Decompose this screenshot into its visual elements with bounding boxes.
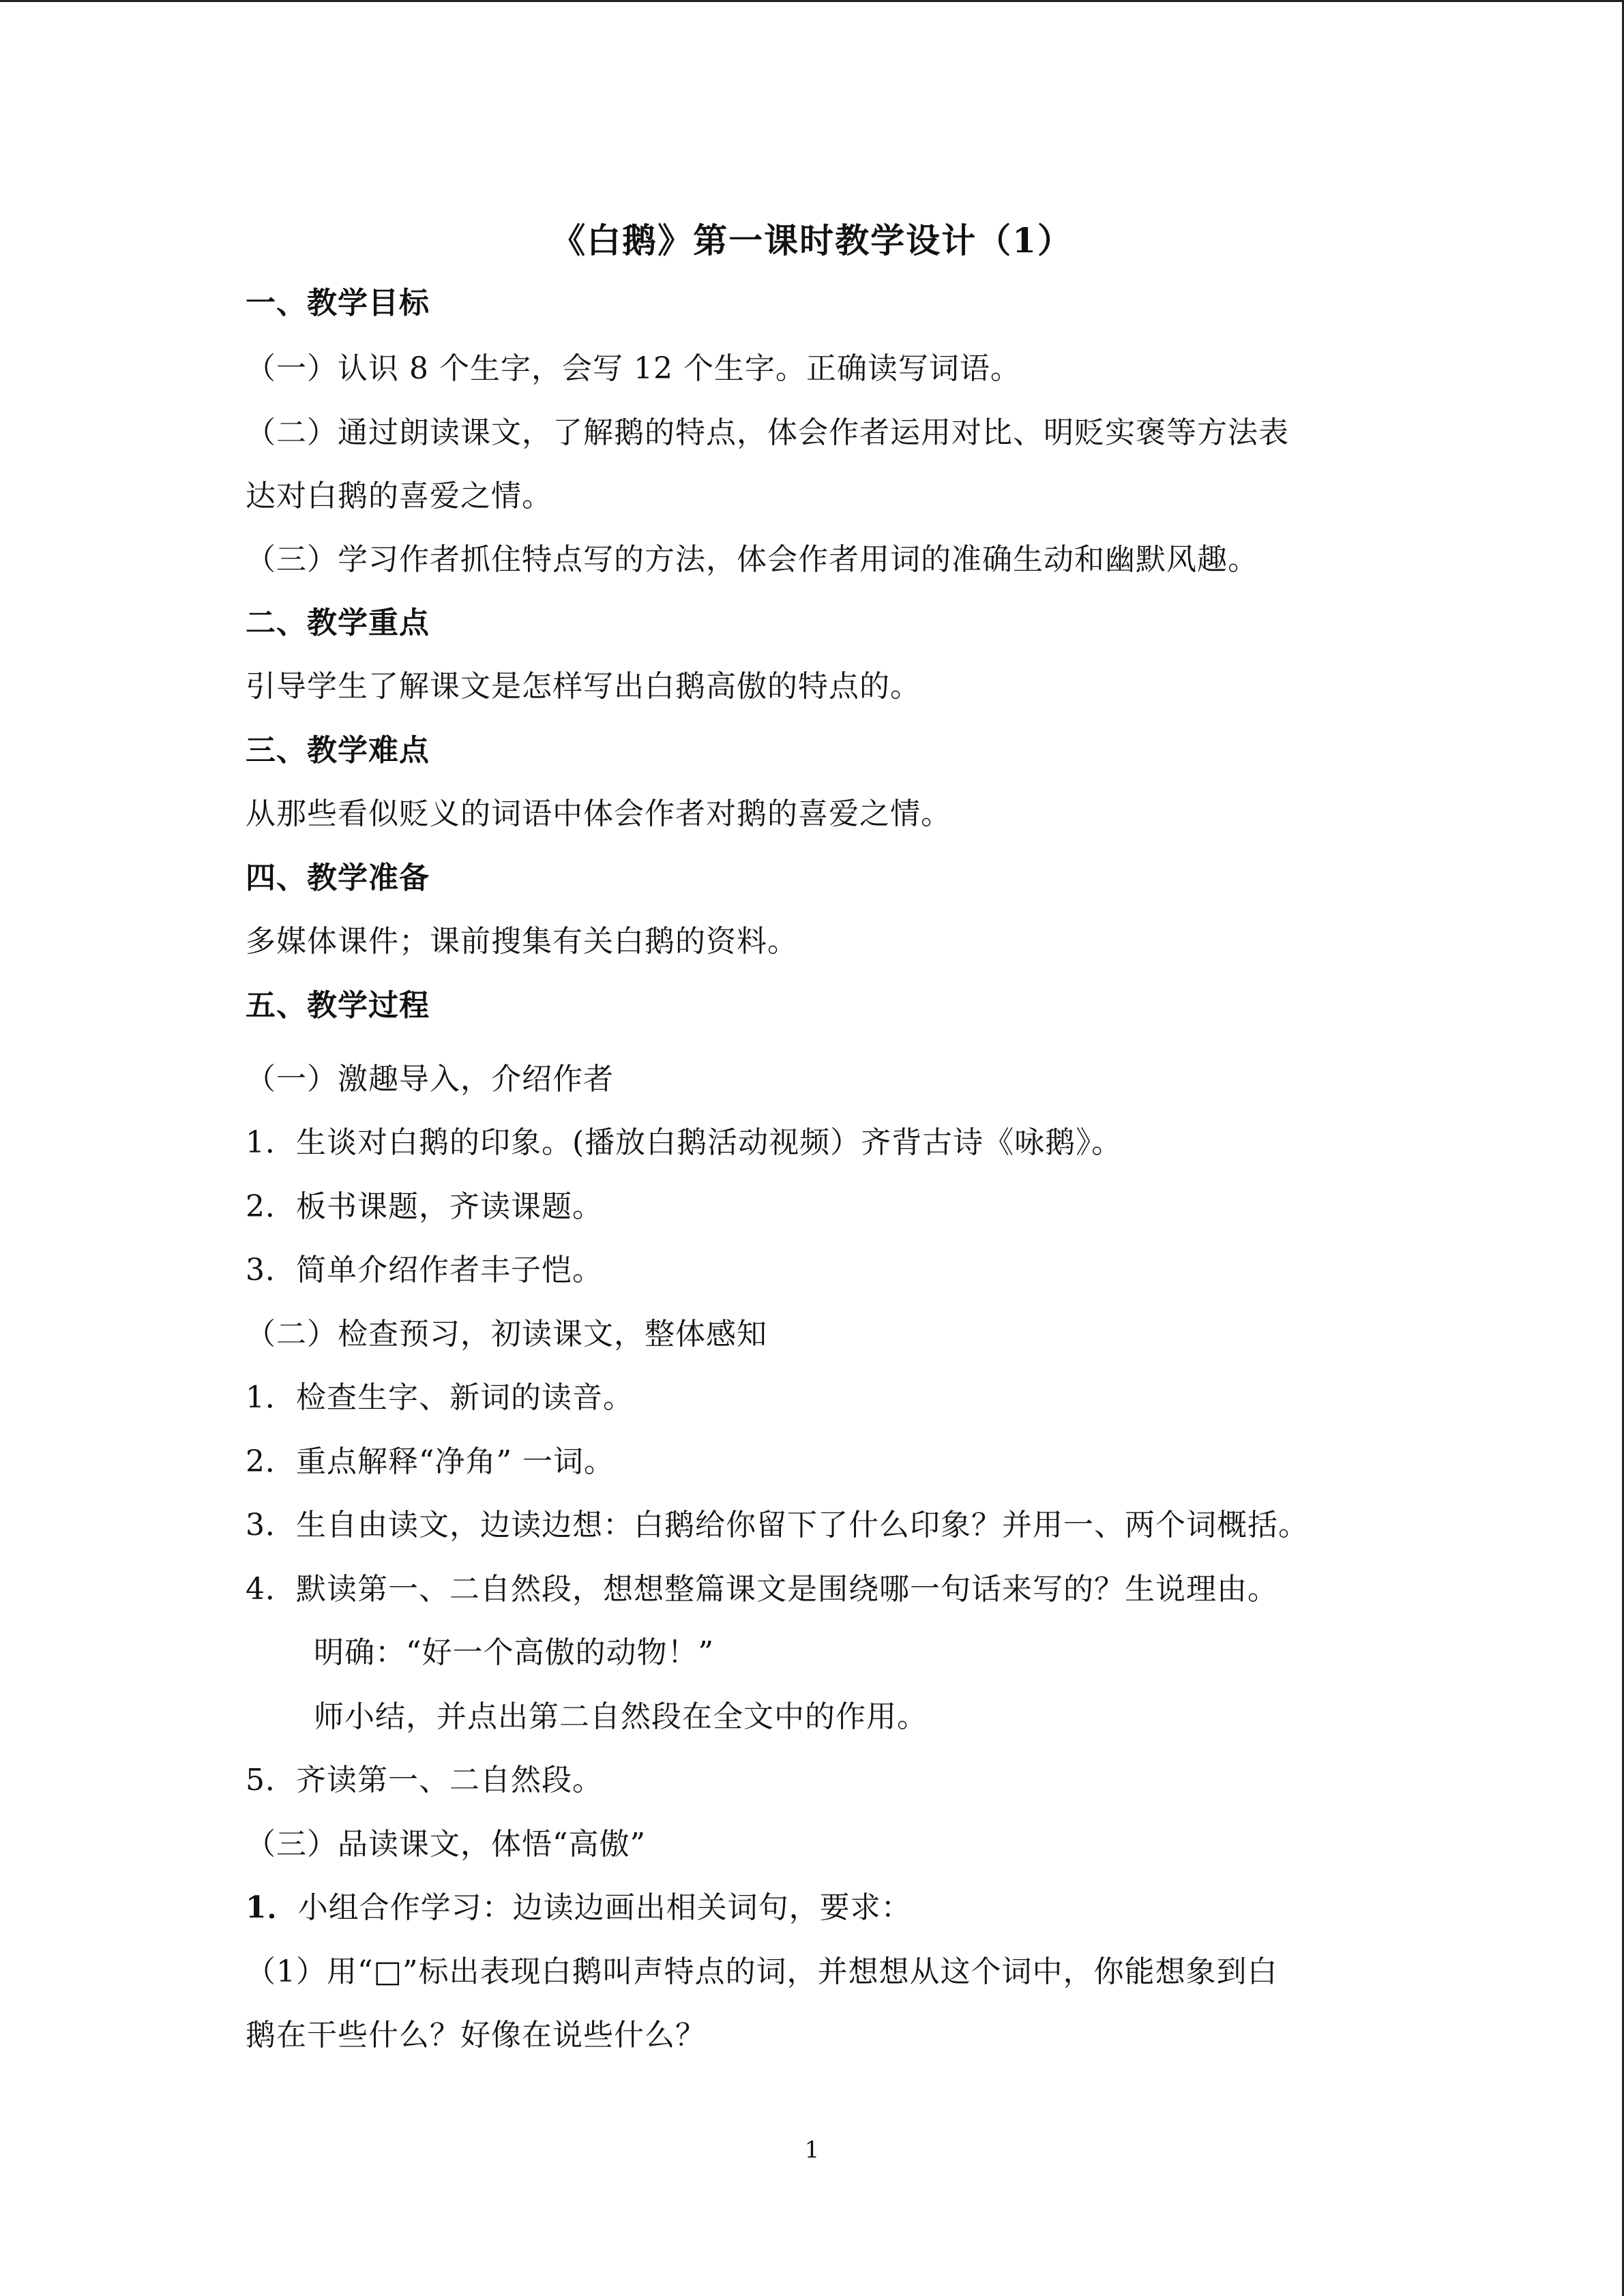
section-heading-key-points: 二、教学重点 [246, 606, 430, 640]
goal-item-continued: 达对白鹅的喜爱之情。 [246, 479, 552, 513]
process-step: 2．板书课题，齐读课题。 [246, 1189, 603, 1224]
goal-item: （三）学习作者抓住特点写的方法，体会作者用词的准确生动和幽默风趣。 [246, 542, 1258, 577]
difficulties-text: 从那些看似贬义的词语中体会作者对鹅的喜爱之情。 [246, 796, 951, 831]
step-number: 1． [246, 1890, 298, 1925]
step-text: 小组合作学习：边读边画出相关词句，要求： [297, 1890, 912, 1925]
section-heading-process: 五、教学过程 [246, 988, 430, 1023]
process-requirement-continued: 鹅在干些什么？好像在说些什么？ [246, 2018, 706, 2053]
page-number: 1 [804, 2136, 820, 2164]
process-requirement: （1）用“□”标出表现白鹅叫声特点的词，并想想从这个词中，你能想象到白 [246, 1954, 1278, 1989]
process-step: 4．默读第一、二自然段，想想整篇课文是围绕哪一句话来写的？生说理由。 [246, 1572, 1278, 1607]
goal-item: （一）认识 8 个生字，会写 12 个生字。正确读写词语。 [246, 351, 1021, 386]
process-step: 3．生自由读文，边读边想：白鹅给你留下了什么印象？并用一、两个词概括。 [246, 1508, 1309, 1542]
process-step: 1．生谈对白鹅的印象。(播放白鹅活动视频）齐背古诗《咏鹅》。 [246, 1125, 1123, 1160]
process-step: 1．检查生字、新词的读音。 [246, 1380, 634, 1415]
process-step: 2．重点解释“净角” 一词。 [246, 1444, 615, 1479]
process-note: 师小结，并点出第二自然段在全文中的作用。 [314, 1699, 928, 1734]
section-heading-preparation: 四、教学准备 [246, 861, 430, 895]
process-subheading-3: （三）品读课文，体悟“高傲” [246, 1827, 646, 1862]
goal-item: （二）通过朗读课文，了解鹅的特点，体会作者运用对比、明贬实褒等方法表 [246, 415, 1289, 450]
process-subheading-1: （一）激趣导入，介绍作者 [246, 1062, 614, 1097]
key-points-text: 引导学生了解课文是怎样写出白鹅高傲的特点的。 [246, 669, 921, 704]
process-note: 明确：“好一个高傲的动物！” [314, 1635, 714, 1670]
process-step: 5．齐读第一、二自然段。 [246, 1763, 603, 1798]
document-title: 《白鹅》第一课时教学设计（1） [551, 220, 1073, 260]
process-subheading-2: （二）检查预习，初读课文，整体感知 [246, 1317, 767, 1352]
process-step: 3．简单介绍作者丰子恺。 [246, 1253, 603, 1287]
section-heading-difficulties: 三、教学难点 [246, 733, 430, 768]
process-step [246, 1886, 912, 1930]
section-heading-goals: 一、教学目标 [246, 286, 430, 320]
preparation-text: 多媒体课件；课前搜集有关白鹅的资料。 [246, 924, 798, 959]
